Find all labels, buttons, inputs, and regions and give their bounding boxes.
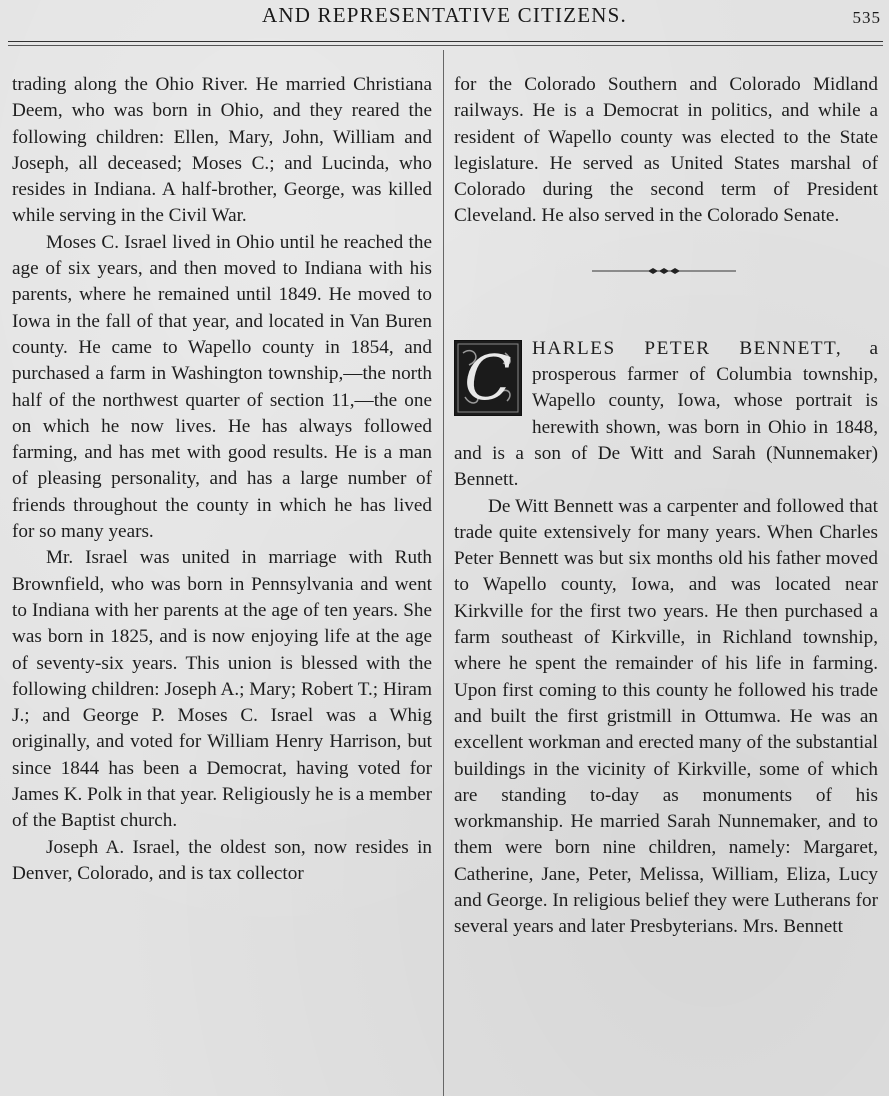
biography-paragraph: De Witt Bennett was a carpenter and followed that trade quite extensively for many years. When Charles Peter Bennett was but six months old his father moved to Wapello county, Iowa, and was located near Kirkville for the first two years. He then purchased a farm southeast of Kirkville, in Richland township, where he spent the remainder of his life in farming. Upon first coming to this county he followed his trade and built the first gristmill in Ottumwa. He was an excellent workman and erected many of the substantial buildings in the vicinity of Kirkville, some of which are standing to-day as monuments of his workmanship. He married Sarah Nunnemaker, and to them were born nine children, namely: Margaret, Catherine, Jane, Peter, Melissa, William, Eliza, Lucy and George. In religious belief they were Lutherans for several years and later Presbyterians. Mrs. Bennett xyxy=(454,495,878,938)
left-paragraph-1: trading along the Ohio River. He married Christiana Deem, who was born in Ohio, and they reared the following children: Ellen, Mary, John, William and Joseph, all deceased; Moses C.; and Lucinda, who resides in Indiana. A half-brother, George, was killed while serving in the Civil War. xyxy=(12,74,432,227)
dropcap-ornament xyxy=(454,340,522,416)
ornamental-separator xyxy=(454,230,878,336)
biography-entry xyxy=(454,336,878,941)
dropcap-letter: C xyxy=(464,340,512,414)
header-rule xyxy=(8,41,883,42)
left-column xyxy=(12,72,432,887)
column-divider xyxy=(443,50,444,1096)
right-column xyxy=(454,72,878,941)
left-paragraph-3: Mr. Israel was united in marriage with Ruth Brownfield, who was born in Pennsylvania and went to Indiana with her parents at the age of ten years. She was born in 1825, and is now enjoying life at the age of seventy-six years. This union is blessed with the following children: Joseph A.; Mary; Robert T.; Hiram J.; and George P. Moses C. Israel was a Whig originally, and voted for William Henry Harrison, but since 1844 has been a Democrat, having voted for James K. Polk in that year. Religiously he is a member of the Baptist church. xyxy=(12,547,432,832)
biography-name: HARLES PETER BENNETT, xyxy=(532,337,843,359)
biography-intro-text: a prosperous farmer of Columbia township, Wapello county, Iowa, whose portrait is herewith shown, was born in Ohio in 1848, and is a son of De Witt and Sarah (Nunnemaker) Bennett. xyxy=(454,337,878,491)
left-paragraph-4: Joseph A. Israel, the oldest son, now resides in Denver, Colorado, and is tax collector xyxy=(12,836,432,884)
left-paragraph-2: Moses C. Israel lived in Ohio until he reached the age of six years, and then moved to Indiana with his parents, where he remained until 1849. He moved to Iowa in the fall of that year, and located in Van Buren county. He came to Wapello county in 1854, and purchased a farm in Washington township,—the north half of the northwest quarter of section 11,—the one on which he now lives. He has always followed farming, and has met with good results. He is a man of pleasing personality, and has a large number of friends throughout the county in which he has lived for so many years. xyxy=(12,231,432,543)
page-number: 535 xyxy=(852,8,881,27)
page-header xyxy=(0,0,889,42)
right-paragraph-1: for the Colorado Southern and Colorado Midland railways. He is a Democrat in politics, and while a resident of Wapello county was elected to the State legislature. He served as United States marshal of Colorado during the second term of President Cleveland. He also served in the Colorado Senate. xyxy=(454,74,878,227)
running-title: AND REPRESENTATIVE CITIZENS. xyxy=(262,3,627,27)
header-rule-secondary xyxy=(8,45,883,46)
ornament-icon xyxy=(592,267,736,275)
